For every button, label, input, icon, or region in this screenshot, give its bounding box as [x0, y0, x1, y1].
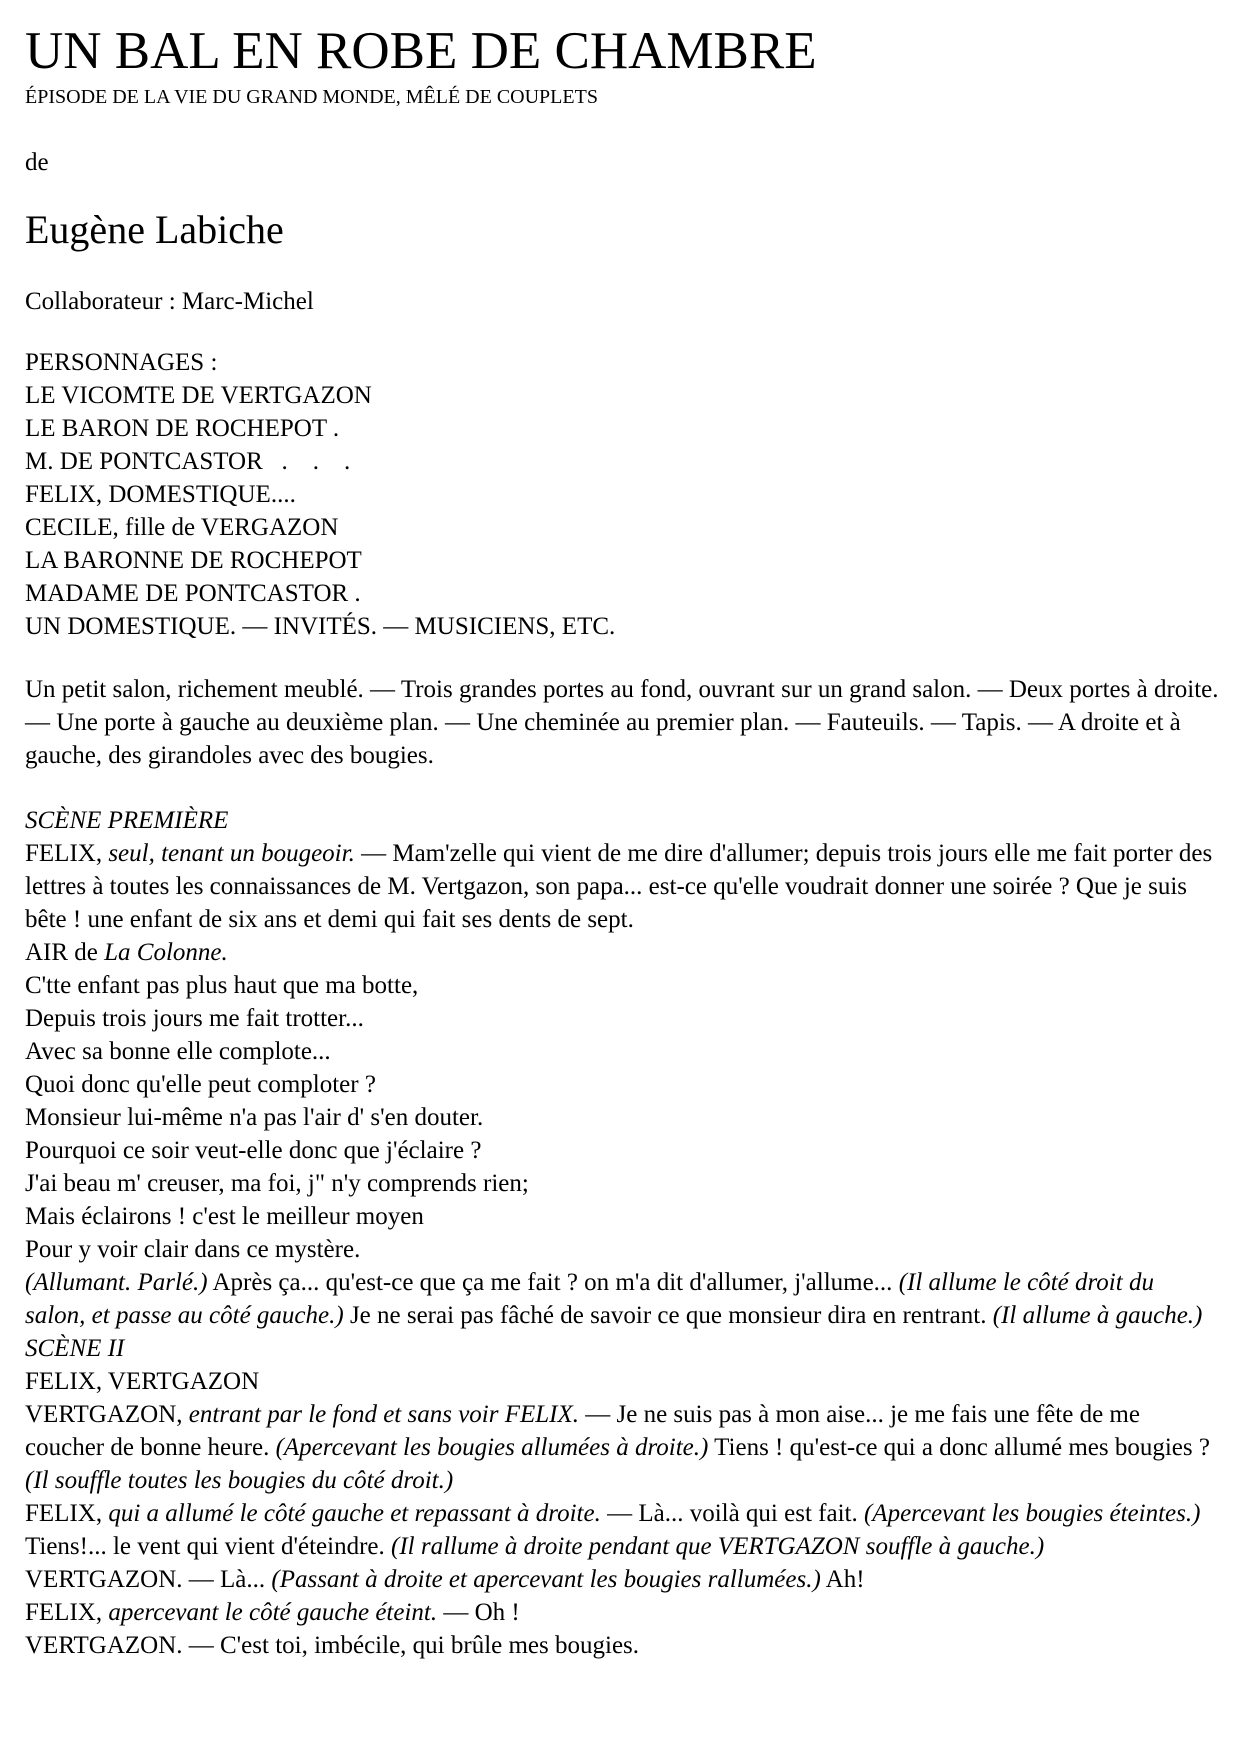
song-line: Monsieur lui-même n'a pas l'air d' s'en douter.: [25, 1104, 484, 1131]
stage-direction: (Il rallume à droite pendant que VERTGAZON souffle à gauche.): [391, 1533, 1045, 1560]
dialogue-text: — Oh !: [437, 1599, 520, 1626]
dialogue-text: — Je ne suis pas à mon aise... je me fais une fête de me coucher de bonne heure.: [25, 1401, 1140, 1461]
song-line: Pour y voir clair dans ce mystère.: [25, 1236, 361, 1263]
air-title: La Colonne.: [104, 939, 228, 966]
cast-item: CECILE, fille de VERGAZON: [25, 514, 339, 541]
cast-item: UN DOMESTIQUE. — INVITÉS. — MUSICIENS, ETC.: [25, 613, 616, 640]
stage-direction: (Il allume le côté droit du salon, et passe au côté gauche.): [25, 1269, 1154, 1329]
song-line: Mais éclairons ! c'est le meilleur moyen: [25, 1203, 424, 1230]
scene-1-heading: [25, 804, 1220, 837]
dialogue-vertgazon-1: [25, 1398, 1220, 1497]
song-line: Pourquoi ce soir veut-elle donc que j'éclaire ?: [25, 1137, 482, 1164]
song-line: Depuis trois jours me fait trotter...: [25, 1005, 364, 1032]
dialogue-felix-1: [25, 837, 1220, 936]
dialogue-text: Tiens ! qu'est-ce qui a donc allumé mes bougies ?: [708, 1434, 1210, 1461]
song-line: C'tte enfant pas plus haut que ma botte,: [25, 972, 419, 999]
play-subtitle: ÉPISODE DE LA VIE DU GRAND MONDE, MÊLÉ DE COUPLETS: [25, 86, 598, 108]
speaker-name: FELIX,: [25, 1500, 109, 1527]
stage-direction: entrant par le fond et sans voir FELIX.: [188, 1401, 580, 1428]
setting-description: Un petit salon, richement meublé. — Trois grandes portes au fond, ouvrant sur un grand salon. — Deux portes à droite. — Une porte à gauche au deuxième plan. — Une cheminée au premier plan. — Fauteuils. — Tapis. — A droite et à gauche, des girandoles avec des bougies.: [25, 676, 1219, 769]
cast-heading: PERSONNAGES :: [25, 349, 218, 376]
cast-item: LE VICOMTE DE VERTGAZON: [25, 382, 372, 409]
dialogue-vertgazon-2: [25, 1563, 1220, 1596]
scene-1-heading-text: SCÈNE PREMIÈRE: [25, 807, 229, 834]
dialogue-felix-2: [25, 1497, 1220, 1563]
dialogue-vertgazon-3: VERTGAZON. — C'est toi, imbécile, qui brûle mes bougies.: [25, 1632, 640, 1659]
stage-direction: qui a allumé le côté gauche et repassant à droite.: [108, 1500, 601, 1527]
stage-direction: (Apercevant les bougies allumées à droite.): [275, 1434, 709, 1461]
cast-item: FELIX, DOMESTIQUE....: [25, 481, 296, 508]
dialogue-felix-3: [25, 1596, 1220, 1629]
cast-list: [25, 346, 1220, 643]
speaker-name: VERTGAZON. — Là...: [25, 1566, 272, 1593]
song-line: Avec sa bonne elle complote...: [25, 1038, 331, 1065]
stage-direction: (Apercevant les bougies éteintes.): [863, 1500, 1201, 1527]
cast-item: M. DE PONTCASTOR . . .: [25, 448, 351, 475]
stage-direction: (Il souffle toutes les bougies du côté droit.): [25, 1467, 454, 1494]
cast-item: LE BARON DE ROCHEPOT .: [25, 415, 340, 442]
stage-direction: (Allumant. Parlé.): [25, 1269, 208, 1296]
cast-item: MADAME DE PONTCASTOR .: [25, 580, 361, 607]
by-label: de: [25, 149, 49, 176]
dialogue-felix-spoken: [25, 1266, 1220, 1332]
air-label: AIR de: [25, 939, 105, 966]
speaker-name: VERTGAZON,: [25, 1401, 189, 1428]
dialogue-text: Tiens!... le vent qui vient d'éteindre.: [25, 1533, 392, 1560]
song-line: Quoi donc qu'elle peut comploter ?: [25, 1071, 376, 1098]
speaker-name: FELIX,: [25, 1599, 109, 1626]
collaborator-line: Collaborateur : Marc-Michel: [25, 288, 314, 315]
dialogue-text: Je ne serai pas fâché de savoir ce que monsieur dira en rentrant.: [343, 1302, 993, 1329]
scene-2-heading-text: SCÈNE II: [25, 1335, 125, 1362]
scene-2-heading: [25, 1332, 1220, 1365]
song-line: J'ai beau m' creuser, ma foi, j" n'y comprends rien;: [25, 1170, 529, 1197]
air-line: [25, 936, 1220, 969]
stage-direction: (Passant à droite et apercevant les bougies rallumées.): [271, 1566, 821, 1593]
stage-direction: apercevant le côté gauche éteint.: [108, 1599, 438, 1626]
play-title: UN BAL EN ROBE DE CHAMBRE: [25, 22, 817, 80]
dialogue-text: — Mam'zelle qui vient de me dire d'allumer; depuis trois jours elle me fait porter des lettres à toutes les connaissances de M. Vertgazon, son papa... est-ce qu'elle voudrait donner une soirée ? Que je suis bête ! une enfant de six ans et demi qui fait ses dents de sept.: [25, 840, 1213, 933]
stage-direction: seul, tenant un bougeoir.: [108, 840, 355, 867]
dialogue-text: — Là... voilà qui est fait.: [600, 1500, 864, 1527]
dialogue-text: Après ça... qu'est-ce que ça me fait ? on m'a dit d'allumer, j'allume...: [207, 1269, 899, 1296]
cast-item: LA BARONNE DE ROCHEPOT: [25, 547, 362, 574]
scene-2-characters: FELIX, VERTGAZON: [25, 1368, 260, 1395]
stage-direction: (Il allume à gauche.): [992, 1302, 1203, 1329]
dialogue-text: Ah!: [820, 1566, 865, 1593]
speaker-name: FELIX,: [25, 840, 109, 867]
author-name: Eugène Labiche: [25, 207, 284, 252]
scene-text: [25, 804, 1220, 1662]
